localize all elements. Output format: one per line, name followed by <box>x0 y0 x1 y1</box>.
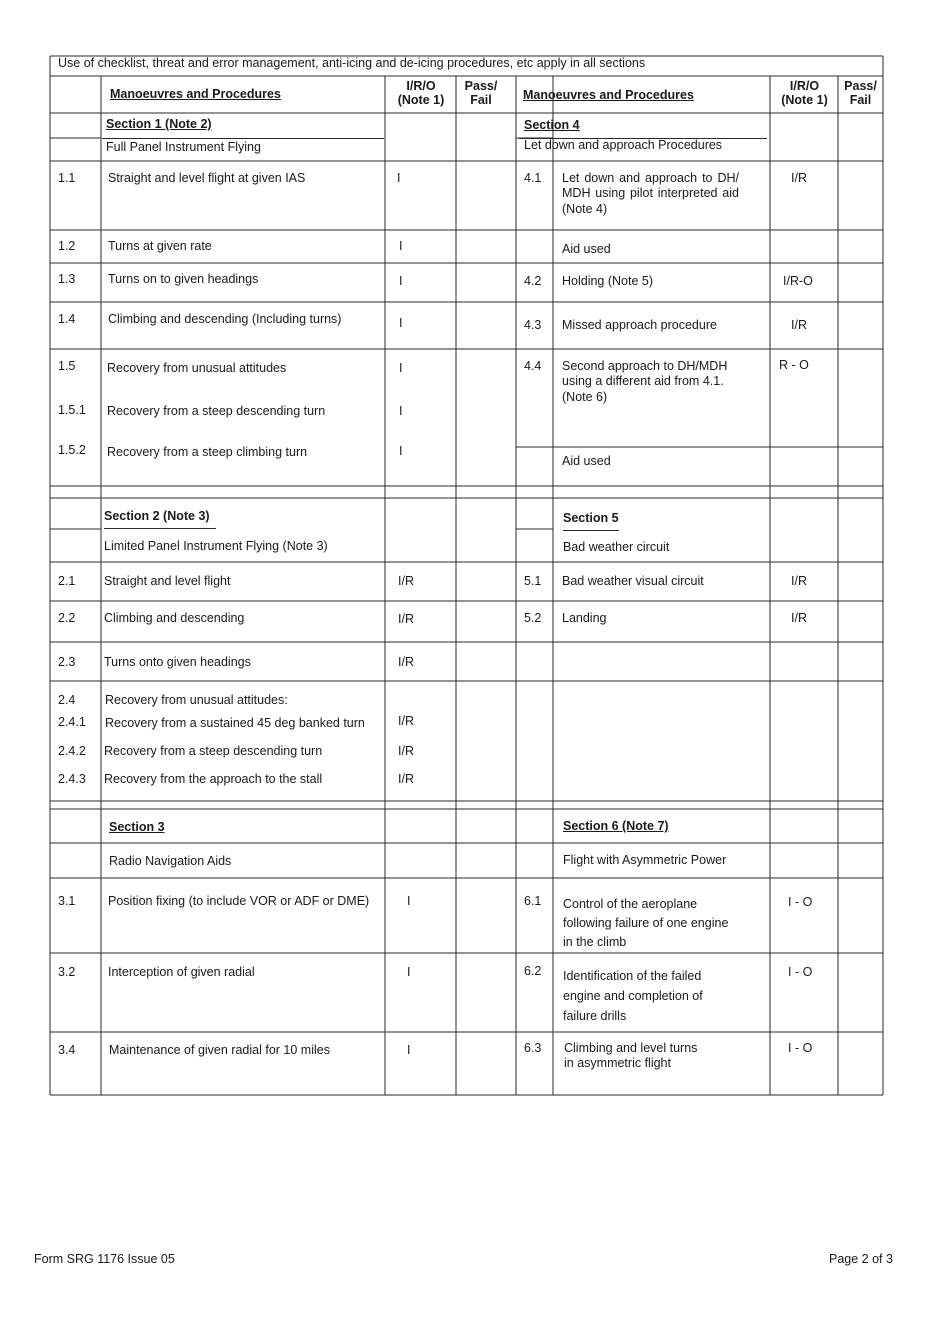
right-manoeuvres-header: Manoeuvres and Procedures <box>523 88 694 102</box>
item-text: Straight and level flight <box>104 574 231 588</box>
left-manoeuvres-header: Manoeuvres and Procedures <box>110 87 281 101</box>
item-code: I/R <box>791 611 807 625</box>
section-5-rule <box>563 530 619 531</box>
item-text: Control of the aeroplane following failure of one engine in the climb <box>563 897 729 949</box>
section-2-rule <box>104 528 216 529</box>
item-number: 6.1 <box>524 894 542 908</box>
item-number: 3.1 <box>58 894 76 908</box>
item-code: I/R-O <box>783 274 813 288</box>
item-number: 4.4 <box>524 359 542 373</box>
item-code: I - O <box>788 1041 813 1055</box>
item-text: Aid used <box>562 454 611 468</box>
item-number: 4.3 <box>524 318 542 332</box>
item-text: Let down and approach to DH/ MDH using pilot interpreted aid (Note 4) <box>562 171 739 216</box>
item-text: Landing <box>562 611 607 625</box>
section-2-title: Section 2 (Note 3) <box>104 509 210 523</box>
item-text: Recovery from unusual attitudes <box>107 361 287 375</box>
item-number: 3.2 <box>58 965 76 979</box>
item-number: 4.1 <box>524 171 542 185</box>
item-code: I - O <box>788 895 813 909</box>
item-number: 1.3 <box>58 272 76 286</box>
item-code: I/R <box>398 574 414 588</box>
item-code: I <box>397 171 401 185</box>
page-number: Page 2 of 3 <box>829 1252 893 1266</box>
section-1-rule <box>102 138 384 139</box>
item-number: 1.1 <box>58 171 76 185</box>
item-number: 2.4.2 <box>58 744 86 758</box>
item-code: I/R <box>398 744 414 758</box>
item-code: I <box>407 965 411 979</box>
item-text: Climbing and level turns in asymmetric flight <box>564 1041 698 1071</box>
item-number: 5.1 <box>524 574 542 588</box>
left-passfail-header: Pass/ Fail <box>464 79 498 108</box>
item-code: I/R <box>398 714 414 728</box>
item-code: I <box>399 316 403 330</box>
item-text: Recovery from a sustained 45 deg banked turn <box>105 716 365 730</box>
item-code: I <box>407 894 411 908</box>
item-code: I - O <box>788 965 813 979</box>
item-number: 1.2 <box>58 239 76 253</box>
item-code: I/R <box>791 171 807 185</box>
section-3-title: Section 3 <box>109 820 165 834</box>
item-text: Second approach to DH/MDH using a different aid from 4.1. (Note 6) <box>562 359 728 404</box>
item-number: 1.4 <box>58 312 76 326</box>
item-text: Aid used <box>562 242 611 256</box>
right-passfail-header: Pass/ Fail <box>844 79 877 108</box>
item-code: I <box>407 1043 411 1057</box>
item-number: 1.5.1 <box>58 403 86 417</box>
item-text: Missed approach procedure <box>562 318 717 332</box>
item-number: 2.3 <box>58 655 76 669</box>
item-text: Turns on to given headings <box>108 272 259 286</box>
right-iro-header: I/R/O (Note 1) <box>781 79 828 108</box>
item-code: I <box>399 361 403 375</box>
section-4-title: Section 4 <box>524 118 580 132</box>
item-text: Straight and level flight at given IAS <box>108 171 306 185</box>
notice-text: Use of checklist, threat and error management, anti-icing and de-icing procedures, etc apply in all sections <box>58 56 646 70</box>
item-number: 6.3 <box>524 1041 542 1055</box>
item-text: Identification of the failed engine and completion of failure drills <box>563 969 703 1023</box>
item-code: I/R <box>791 318 807 332</box>
item-text: Recovery from a steep climbing turn <box>107 445 308 459</box>
item-code: I/R <box>398 612 414 626</box>
item-number: 1.5 <box>58 359 76 373</box>
section-4-subtitle: Let down and approach Procedures <box>524 138 723 152</box>
item-text: Bad weather visual circuit <box>562 574 704 588</box>
item-code: I <box>399 444 403 458</box>
item-number: 2.4.1 <box>58 715 86 729</box>
item-number: 2.1 <box>58 574 76 588</box>
item-code: I <box>399 274 403 288</box>
item-text: Recovery from a steep descending turn <box>107 404 326 418</box>
item-code: I <box>399 239 403 253</box>
item-text: Recovery from unusual attitudes: <box>105 693 288 707</box>
item-text: Holding (Note 5) <box>562 274 654 288</box>
form-reference: Form SRG 1176 Issue 05 <box>34 1252 175 1266</box>
item-code: R - O <box>779 358 809 372</box>
section-6-subtitle: Flight with Asymmetric Power <box>563 853 727 867</box>
section-2-subtitle: Limited Panel Instrument Flying (Note 3) <box>104 539 328 553</box>
item-number: 3.4 <box>58 1043 76 1057</box>
item-text: Position fixing (to include VOR or ADF or DME) <box>108 894 370 908</box>
item-text: Climbing and descending (Including turns) <box>108 312 342 326</box>
item-code: I/R <box>398 772 414 786</box>
item-text: Climbing and descending <box>104 611 245 625</box>
item-text: Interception of given radial <box>108 965 255 979</box>
left-iro-header: I/R/O (Note 1) <box>397 79 445 108</box>
item-text: Maintenance of given radial for 10 miles <box>109 1043 330 1057</box>
item-text: Recovery from the approach to the stall <box>104 772 323 786</box>
item-text: Turns onto given headings <box>104 655 251 669</box>
section-5-subtitle: Bad weather circuit <box>563 540 670 554</box>
section-3-subtitle: Radio Navigation Aids <box>109 854 232 868</box>
item-code: I/R <box>398 655 414 669</box>
item-number: 2.4 <box>58 693 76 707</box>
item-number: 1.5.2 <box>58 443 86 457</box>
section-5-title: Section 5 <box>563 511 619 525</box>
item-code: I/R <box>791 574 807 588</box>
section-6-title: Section 6 (Note 7) <box>563 819 669 833</box>
section-1-title: Section 1 (Note 2) <box>106 117 212 131</box>
item-number: 6.2 <box>524 964 542 978</box>
item-text: Recovery from a steep descending turn <box>104 744 323 758</box>
item-number: 2.2 <box>58 611 76 625</box>
item-code: I <box>399 404 403 418</box>
item-text: Turns at given rate <box>108 239 212 253</box>
section-1-subtitle: Full Panel Instrument Flying <box>106 140 261 154</box>
item-number: 5.2 <box>524 611 542 625</box>
item-number: 2.4.3 <box>58 772 86 786</box>
item-number: 4.2 <box>524 274 542 288</box>
